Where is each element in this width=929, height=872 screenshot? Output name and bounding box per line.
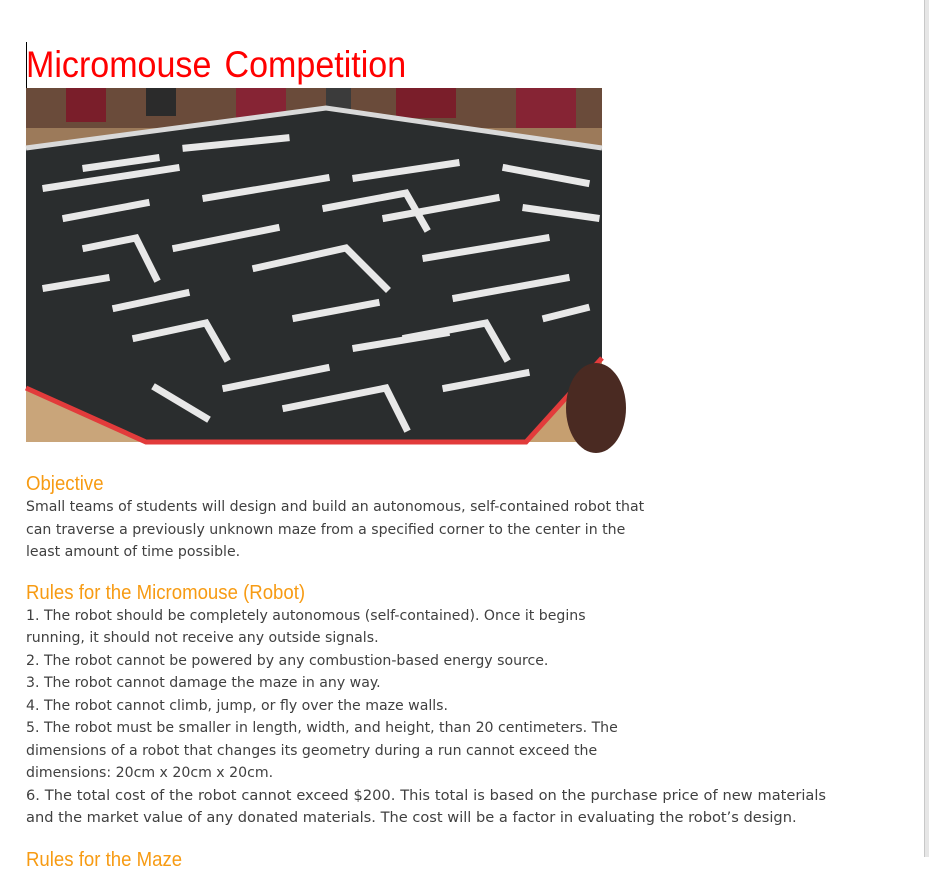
next-heading-cutoff [26, 848, 194, 871]
objective-heading: Objective [26, 473, 104, 495]
objective-line-1: Small teams of students will design and build an autonomous, self-contained robot that [26, 499, 645, 515]
page-edge-shadow [924, 0, 929, 857]
rule-line: 2. The robot cannot be powered by any combustion-based energy source. [26, 652, 549, 669]
document-body [26, 42, 826, 830]
objective-line-3: least amount of time possible. [26, 544, 241, 560]
rule-line: dimensions of a robot that changes its geometry during a run cannot exceed the [26, 742, 598, 759]
rule-line: 1. The robot should be completely autonomous (self-contained). Once it begins [26, 607, 586, 624]
rule-line: running, it should not receive any outside signals. [26, 630, 379, 646]
maze-photo [26, 88, 602, 442]
rules-heading: Rules for the Micromouse (Robot) [26, 581, 306, 604]
document-title: Micromouse Competition [26, 44, 407, 85]
rule-line: 3. The robot cannot damage the maze in any way. [26, 675, 381, 691]
objective-line-2: can traverse a previously unknown maze from a specified corner to the center in the [26, 521, 626, 538]
maze-rules-heading: Rules for the Maze [26, 849, 183, 871]
rule-6-paragraph: 6. The total cost of the robot cannot exceed $200. This total is based on the purchase price of new materials and the market value of any donated materials. The cost will be a factor in evaluating the robot’s design. [26, 786, 826, 826]
rule-line: dimensions: 20cm x 20cm x 20cm. [26, 765, 274, 781]
rule-line: 5. The robot must be smaller in length, width, and height, than 20 centimeters. The [26, 720, 618, 736]
rule-line: 4. The robot cannot climb, jump, or fly over the maze walls. [26, 697, 448, 714]
